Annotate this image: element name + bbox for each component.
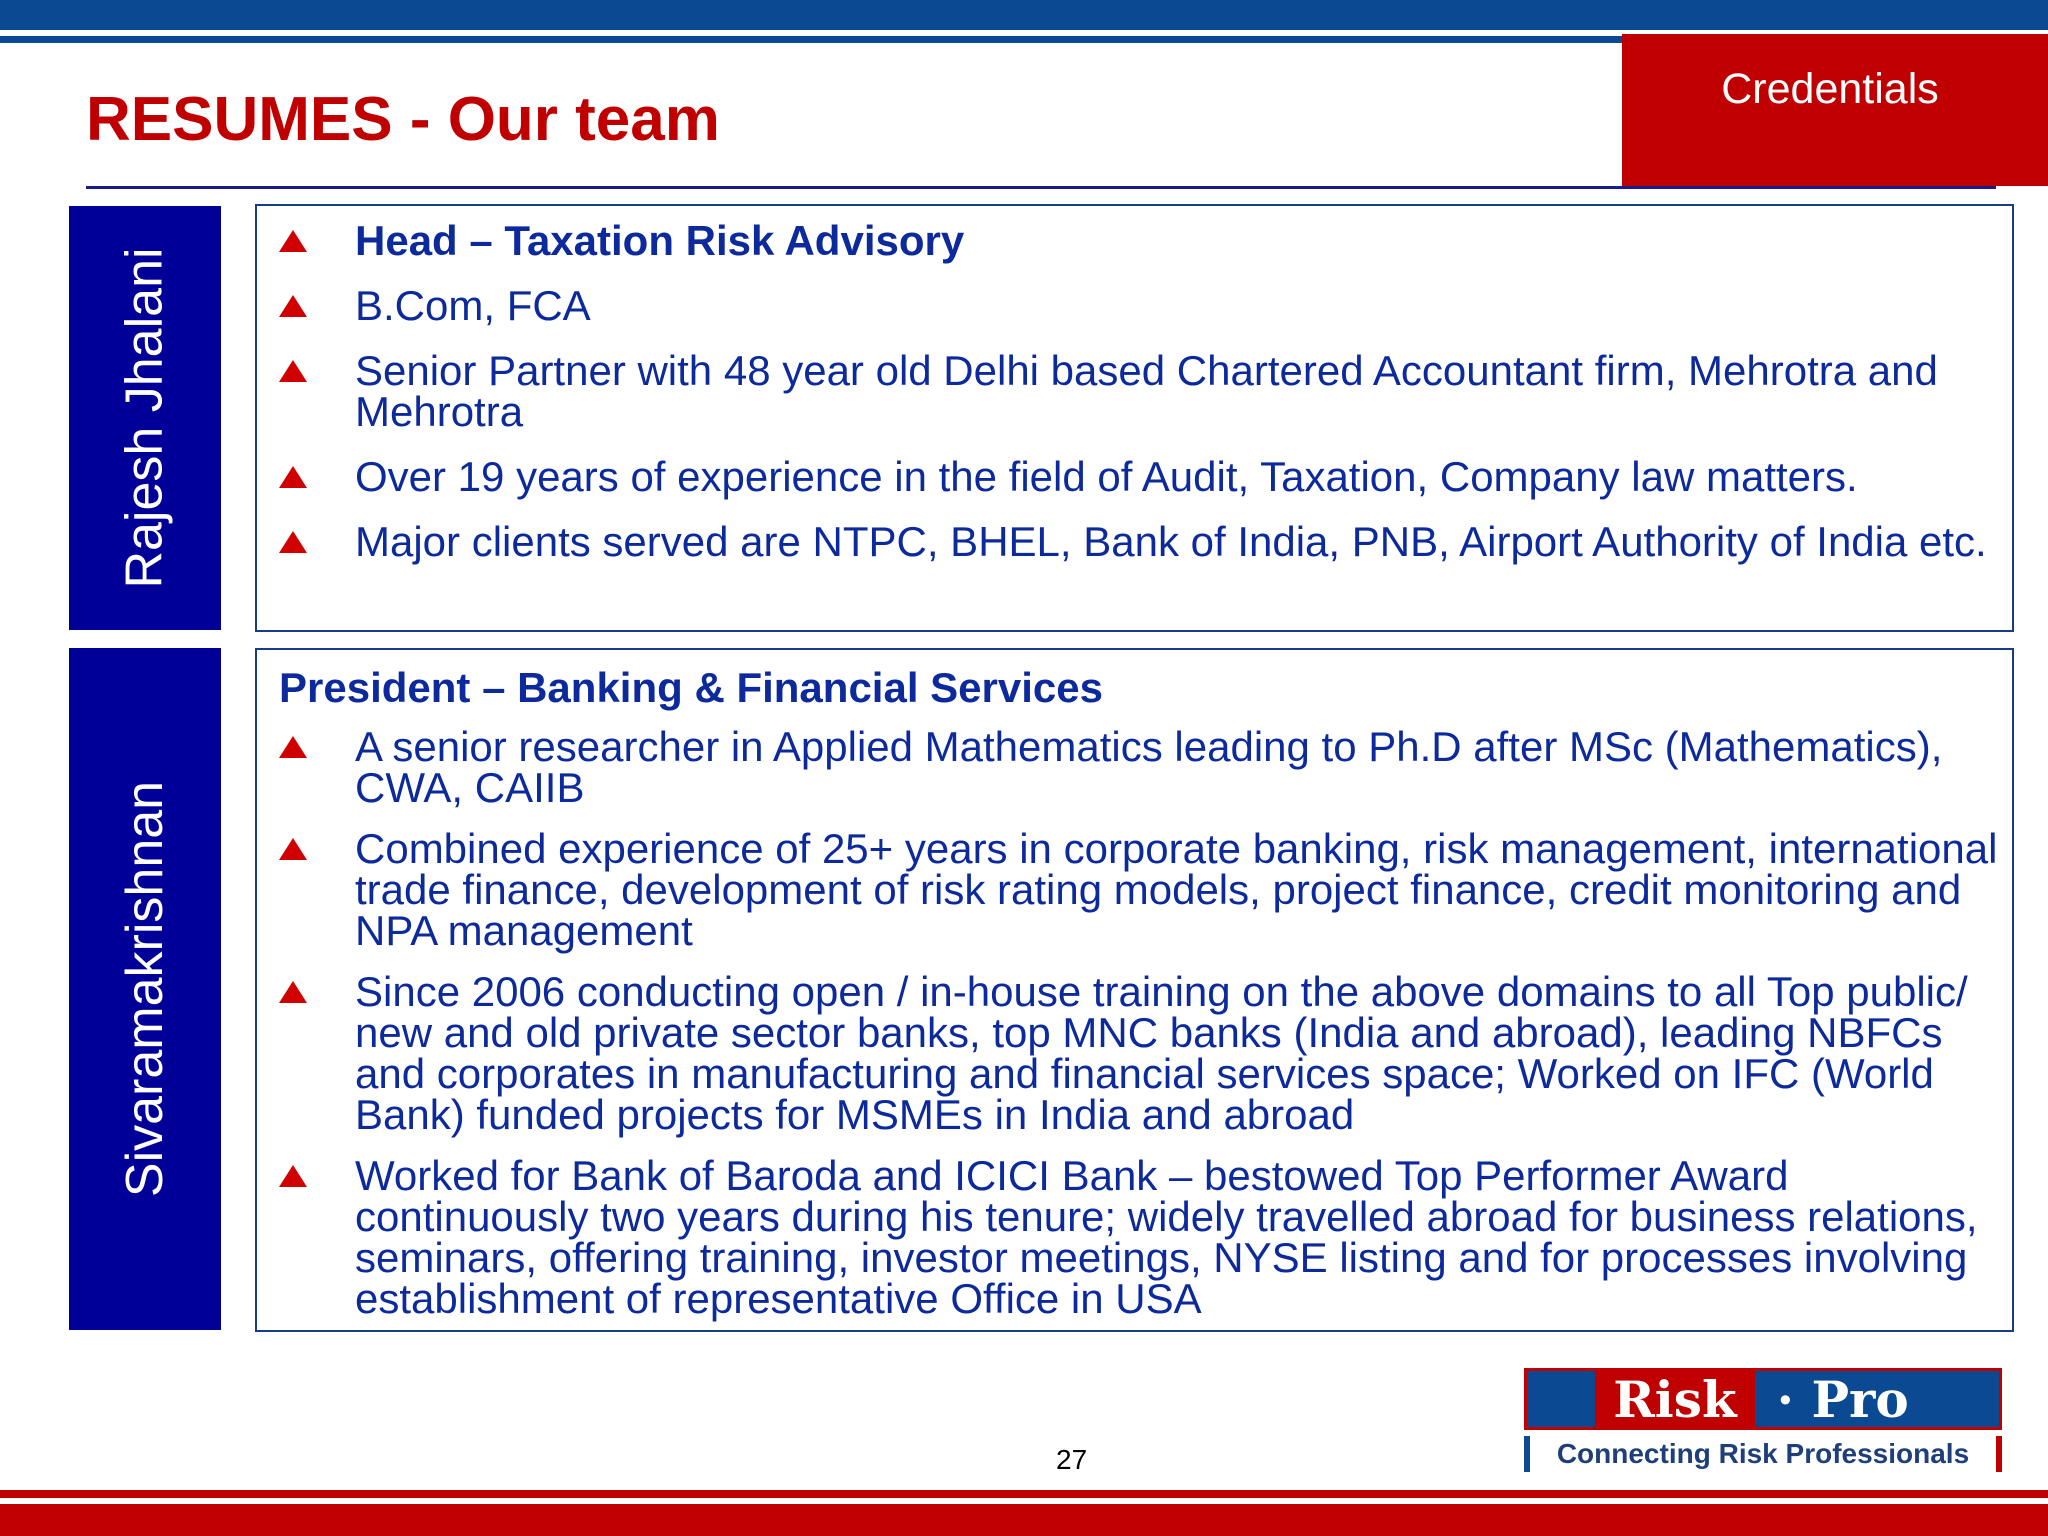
triangle-bullet-icon — [279, 466, 307, 488]
title-underline — [86, 186, 1996, 189]
logo-word-risk: Risk — [1595, 1371, 1754, 1427]
person-details-box — [255, 204, 2014, 632]
list-item — [257, 217, 2012, 264]
person-name: Rajesh Jhalani — [116, 247, 175, 589]
list-item-text: Major clients served are NTPC, BHEL, Bank of India, PNB, Airport Authority of India etc. — [355, 518, 1987, 565]
page-title: RESUMES - Our team — [86, 85, 720, 154]
logo-word-pro — [1755, 1370, 1931, 1429]
section-tab-label: Credentials — [1721, 64, 1939, 113]
triangle-bullet-icon — [279, 531, 307, 553]
triangle-bullet-icon — [279, 736, 307, 758]
bottom-bar — [0, 1504, 2048, 1536]
person-name-panel — [69, 206, 221, 630]
list-item-text: Senior Partner with 48 year old Delhi based Chartered Accountant firm, Mehrotra and Mehrotra — [355, 347, 1938, 435]
triangle-bullet-icon — [279, 1165, 307, 1187]
list-item-text: B.Com, FCA — [355, 282, 591, 329]
list-item — [257, 518, 2012, 565]
list-item — [257, 453, 2012, 500]
list-item-text: A senior researcher in Applied Mathematics leading to Ph.D after MSc (Mathematics), CWA, CAIIB — [355, 723, 1943, 811]
role-heading: President – Banking & Financial Services — [279, 664, 1103, 711]
list-item — [257, 347, 2012, 435]
person-name: Sivaramakrishnan — [116, 780, 174, 1198]
person-name-panel — [69, 648, 221, 1330]
list-item — [257, 282, 2012, 329]
list-item — [257, 825, 2012, 954]
triangle-bullet-icon — [279, 230, 307, 252]
list-item-text: Over 19 years of experience in the field of Audit, Taxation, Company law matters. — [355, 453, 1858, 500]
top-bar — [0, 0, 2048, 30]
list-item-text: Since 2006 conducting open / in-house training on the above domains to all Top public/ new and old private sector banks, top MNC banks (India and abroad), leading NBFCs and corporates in manufacturing and financial services space; Worked on IFC (World Bank) funded projects for MSMEs in India and abroad — [355, 968, 1968, 1138]
section-tab — [1622, 34, 2048, 186]
triangle-bullet-icon — [279, 981, 307, 1003]
logo-wordmark — [1524, 1368, 2002, 1430]
list-item — [257, 1152, 2012, 1322]
list-item-text: Worked for Bank of Baroda and ICICI Bank – bestowed Top Performer Award continuously two years during his tenure; widely travelled abroad for business relations, seminars, offering training, investor meetings, NYSE listing and for processes involving establishment of representative Office in USA — [355, 1152, 1978, 1322]
triangle-bullet-icon — [279, 838, 307, 860]
list-item — [257, 968, 2012, 1138]
logo-tagline: Connecting Risk Professionals — [1524, 1436, 2002, 1472]
logo-separator: · — [1776, 1369, 1795, 1429]
risk-pro-logo — [1524, 1368, 2002, 1472]
bottom-rule — [0, 1490, 2048, 1498]
person-details-box — [255, 648, 2014, 1332]
triangle-bullet-icon — [279, 295, 307, 317]
list-item — [257, 723, 2012, 811]
list-item-text: Combined experience of 25+ years in corporate banking, risk management, international trade finance, development of risk rating models, project finance, credit monitoring and NPA management — [355, 825, 1998, 954]
logo-word-pro-text: Pro — [1811, 1369, 1909, 1429]
triangle-bullet-icon — [279, 360, 307, 382]
page-number: 27 — [1056, 1444, 1088, 1475]
list-item-text: Head – Taxation Risk Advisory — [355, 217, 965, 264]
